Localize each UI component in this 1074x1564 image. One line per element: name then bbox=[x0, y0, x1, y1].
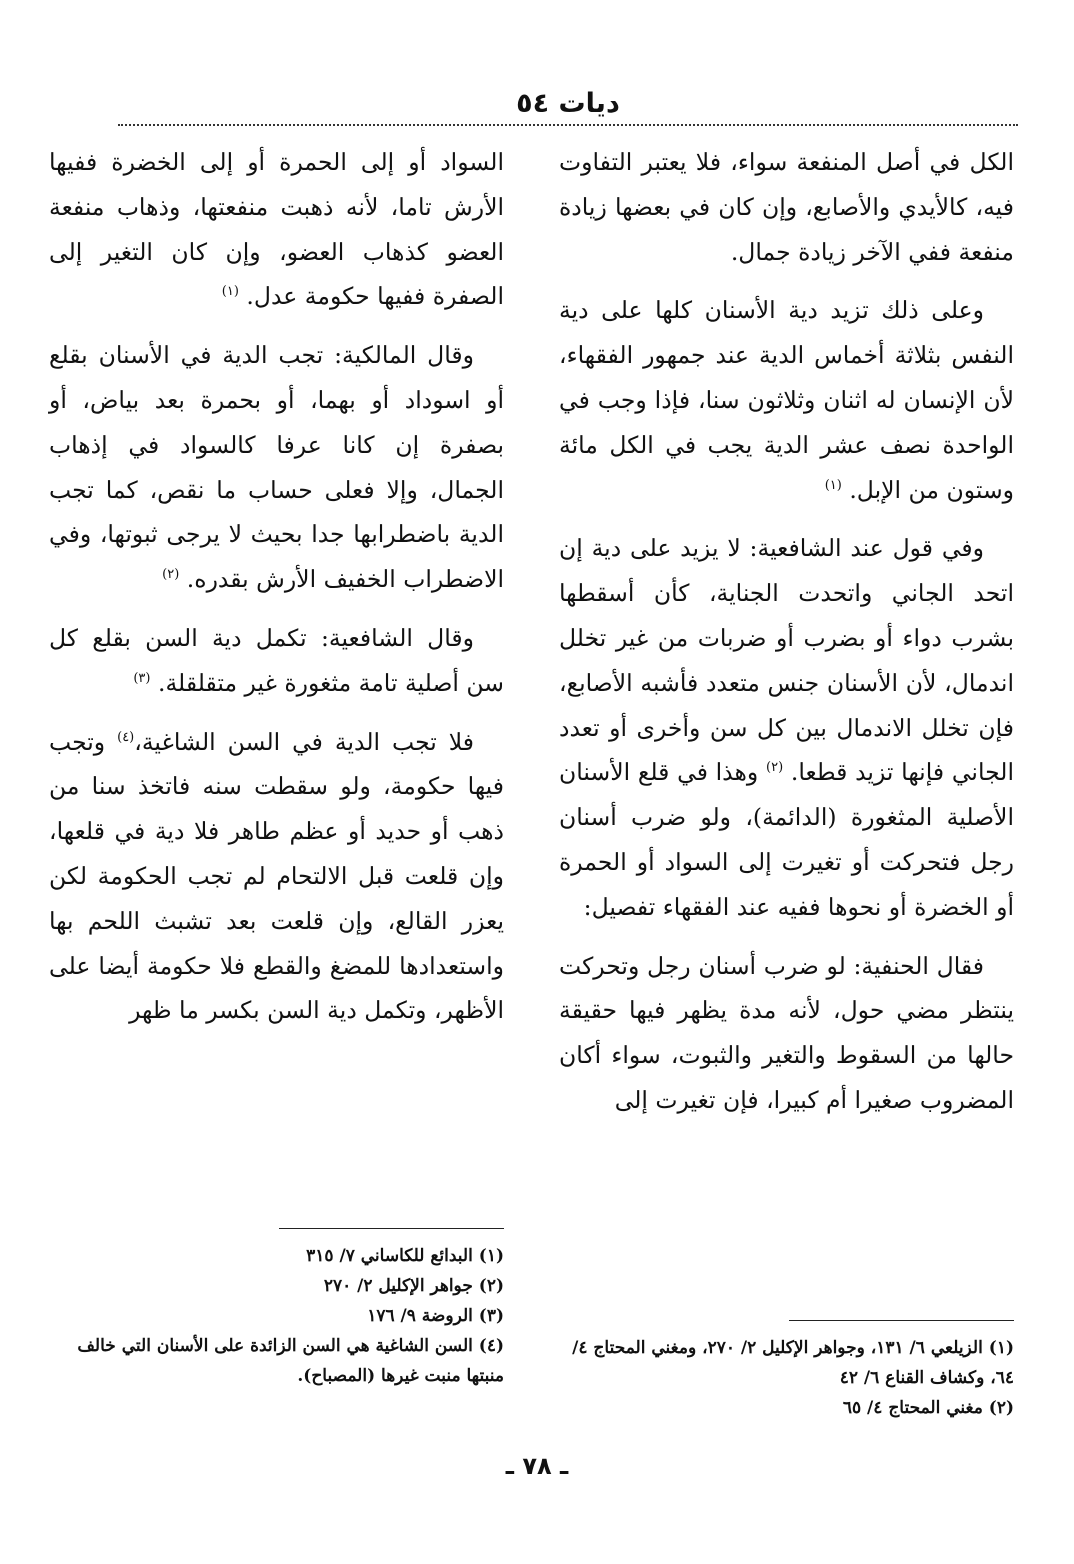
footnote: (٢) مغني المحتاج ٤/ ٦٥ bbox=[842, 1398, 1014, 1418]
footnote: (١) البدائع للكاساني ٧/ ٣١٥ bbox=[306, 1246, 504, 1266]
footnote-divider bbox=[789, 1320, 1014, 1321]
footnote: (٢) جواهر الإكليل ٢/ ٢٧٠ bbox=[323, 1276, 504, 1296]
right-text-column bbox=[559, 140, 1014, 1137]
header-divider bbox=[118, 124, 1018, 126]
footnotes-right bbox=[559, 1320, 1014, 1423]
footnote: (٣) الروضة ٩/ ١٧٦ bbox=[367, 1306, 504, 1326]
footnote-ref: (٣) bbox=[133, 670, 151, 686]
page-title: ديات ٥٤ bbox=[516, 88, 620, 119]
footnotes-left bbox=[49, 1228, 504, 1391]
paragraph: السواد أو إلى الحمرة أو إلى الخضرة ففيها الأرش تاما، لأنه ذهبت منفعتها، وذهاب منفعة العضو كذهاب العضو، وإن كان التغير إلى الصفرة ففيها حكومة عدل. $^{(١)}$ bbox=[49, 148, 504, 311]
page-number: ـ ٧٨ ـ bbox=[505, 1452, 569, 1480]
paragraph: فقال الحنفية: لو ضرب أسنان رجل وتحركت ينتظر مضي حول، لأنه مدة يظهر فيها حقيقة حالها من السقوط والتغير والثبوت، سواء أكان المضروب صغيرا أم كبيرا، فإن تغيرت إلى bbox=[559, 951, 1014, 1114]
footnote-ref: (٤) bbox=[117, 729, 135, 745]
left-text-column bbox=[49, 140, 504, 1047]
paragraph: وعلى ذلك تزيد دية الأسنان كلها على دية النفس بثلاثة أخماس الدية عند جمهور الفقهاء، لأن الإنسان له اثنان وثلاثون سنا، فإذا وجب في الواحدة نصف عشر الدية يجب في الكل مائة وستون من الإبل. $^{(١)}$ bbox=[559, 296, 1014, 504]
paragraph: وقال الشافعية: تكمل دية السن بقلع كل سن أصلية تامة مثغورة غير متقلقلة. $^{(٣)}$ bbox=[49, 623, 504, 697]
paragraph: فلا تجب الدية في السن الشاغية،$^{(٤)}$ وتجب فيها حكومة، ولو سقطت سنه فاتخذ سنا من ذهب أو حديد أو عظم طاهر فلا دية في قلعها، وإن قلعت قبل الالتحام لم تجب الحكومة لكن يعزر القالع، وإن قلعت بعد تشبث اللحم بها واستعدادها للمضغ والقطع فلا حكومة أيضا على الأظهر، وتكمل دية السن بكسر ما ظهر bbox=[49, 727, 504, 1025]
paragraph: الكل في أصل المنفعة سواء، فلا يعتبر التفاوت فيه، كالأيدي والأصابع، وإن كان في بعضها زيادة منفعة ففي الآخر زيادة جمال. bbox=[559, 148, 1014, 266]
footnote-divider bbox=[279, 1228, 504, 1229]
paragraph: وقال المالكية: تجب الدية في الأسنان بقلع أو اسوداد أو بهما، أو بحمرة بعد بياض، أو بصفرة إن كانا عرفا كالسواد في إذهاب الجمال، وإلا فعلى حساب ما نقص، كما تجب الدية باضطرابها جدا بحيث لا يرجى ثبوتها، وفي الاضطراب الخفيف الأرش بقدره. $^{(٢)}$ bbox=[49, 341, 504, 594]
footnote-ref: (٢) bbox=[766, 760, 784, 776]
footnote: (٤) السن الشاغية هي السن الزائدة على الأسنان التي خالف منبتها منبت غيرها (المصباح). bbox=[77, 1336, 504, 1386]
footnote-ref: (١) bbox=[824, 477, 842, 493]
footnote-ref: (٢) bbox=[162, 567, 180, 583]
paragraph: وفي قول عند الشافعية: لا يزيد على دية إن اتحد الجاني واتحدت الجناية، كأن أسقطها بشرب دواء أو بضرب أو ضربات من غير تخلل اندمال، لأن الأسنان جنس متعدد فأشبه الأصابع، فإن تخلل الاندمال بين كل سن وأخرى أو تعدد الجاني فإنها تزيد قطعا. $^{(٢)}$ وهذا في قلع الأسنان الأصلية المثغورة (الدائمة)، ولو ضرب أسنان رجل فتحركت أو تغيرت إلى السواد أو الحمرة أو الخضرة أو نحوها ففيه عند الفقهاء تفصيل: bbox=[559, 534, 1014, 921]
footnote: (١) الزيلعي ٦/ ١٣١، وجواهر الإكليل ٢/ ٢٧٠، ومغني المحتاج ٤/ ٦٤، وكشاف القناع ٦/ ٤٢ bbox=[572, 1338, 1014, 1388]
footnote-ref: (١) bbox=[221, 284, 239, 300]
